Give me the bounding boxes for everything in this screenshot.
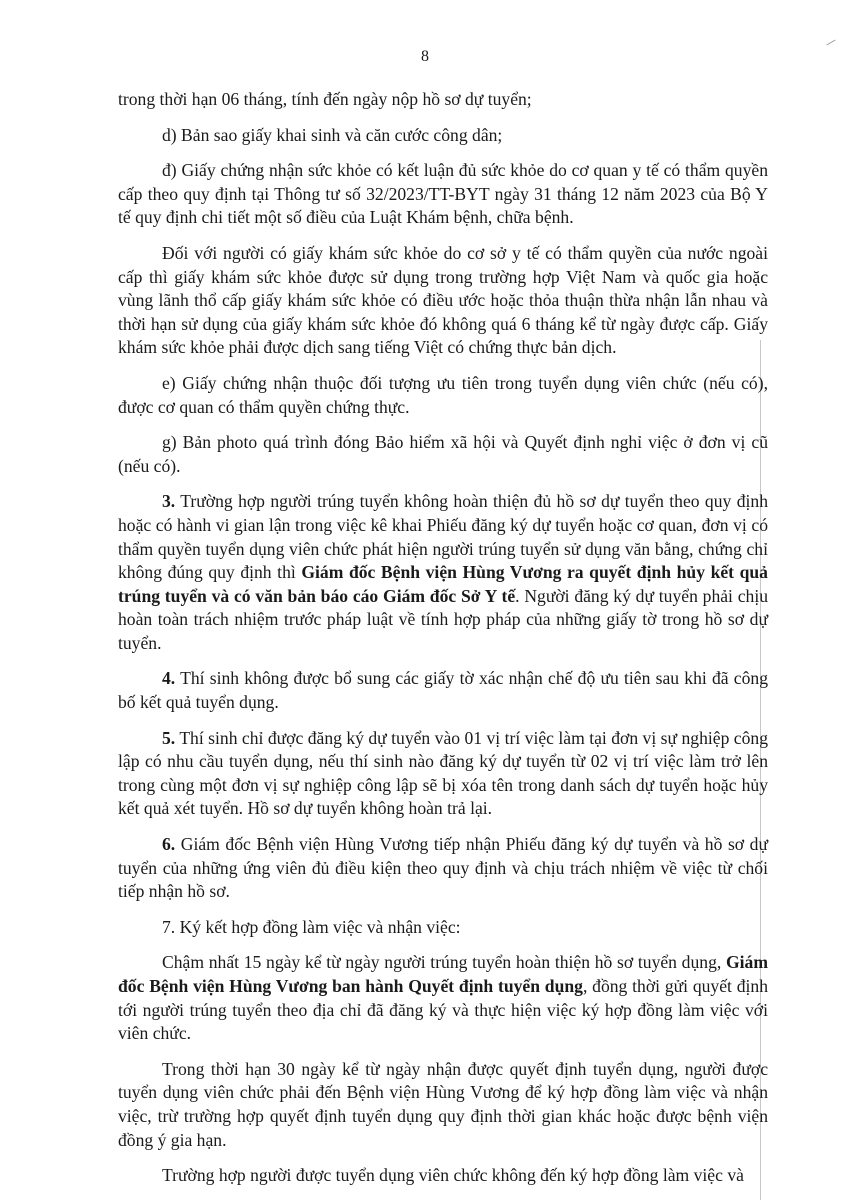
section-text: Thí sinh chỉ được đăng ký dự tuyển vào 01 vị trí việc làm tại đơn vị sự nghiệp công lập có nhu cầu tuyển dụng, nếu thí sinh nào đăng ký dự tuyển từ 02 vị trí việc làm trở lên trong cùng một đơn vị sự nghiệp công lập sẽ bị xóa tên trong danh sách dự tuyển hoặc hủy kết quả xét tuyển. Hồ sơ dự tuyển không hoàn trả lại. — [118, 727, 768, 819]
paragraph-item-dd: đ) Giấy chứng nhận sức khỏe có kết luận đủ sức khỏe do cơ quan y tế có thẩm quyền cấp theo quy định tại Thông tư số 32/2023/TT-BYT ngày 31 tháng 12 năm 2023 của Bộ Y tế quy định chi tiết một số điều của Luật Khám bệnh, chữa bệnh. — [118, 160, 768, 228]
paragraph-continuation: trong thời hạn 06 tháng, tính đến ngày nộp hồ sơ dự tuyển; — [118, 89, 532, 109]
paragraph-item-d: d) Bản sao giấy khai sinh và căn cước công dân; — [162, 124, 503, 145]
paragraph-item-g: g) Bản photo quá trình đóng Bảo hiểm xã hội và Quyết định nghỉ việc ở đơn vị cũ (nếu có). — [118, 432, 768, 476]
section-text: Trường hợp người trúng tuyển không hoàn thiện đủ hồ sơ dự tuyển theo quy định hoặc có hành vi gian lận trong việc kê khai Phiếu đăng ký dự tuyển hoặc cơ quan, đơn vị có thẩm quyền tuyển dụng viên chức phát hiện người trúng tuyển sử dụng văn bằng, chứng chỉ không đúng quy định thì — [118, 491, 768, 583]
section-text: Thí sinh không được bổ sung các giấy tờ xác nhận chế độ ưu tiên sau khi đã công bố kết quả tuyển dụng. — [118, 668, 768, 713]
section-number: 5. — [162, 727, 176, 748]
paragraph-section-5 — [118, 727, 768, 821]
paragraph-contract-absence: Trường hợp người được tuyển dụng viên chức không đến ký hợp đồng làm việc và — [162, 1165, 744, 1186]
section-bold-text: Giám đốc Bệnh viện Hùng Vương ban hành Quyết định tuyển dụng — [118, 952, 768, 996]
section-number: 3. — [162, 491, 176, 512]
paragraph-contract-period: Trong thời hạn 30 ngày kể từ ngày nhận được quyết định tuyển dụng, người được tuyển dụng viên chức phải đến Bệnh viện Hùng Vương để ký hợp đồng làm việc và nhận việc, trừ trường hợp quyết định tuyển dụng quy định thời gian khác hoặc được bệnh viện đồng ý gia hạn. — [118, 1058, 768, 1150]
section-text: Chậm nhất 15 ngày kể từ ngày người trúng tuyển hoàn thiện hồ sơ tuyển dụng, — [162, 952, 726, 973]
page-number: 8 — [421, 48, 429, 65]
section-number: 4. — [162, 668, 176, 689]
paragraph-foreign-health-cert: Đối với người có giấy khám sức khỏe do cơ sở y tế có thẩm quyền của nước ngoài cấp thì giấy khám sức khỏe được sử dụng trong trường hợp Việt Nam và quốc gia hoặc vùng lãnh thổ cấp giấy khám sức khỏe có điều ước hoặc thỏa thuận thừa nhận lẫn nhau và thời hạn sử dụng của giấy khám sức khỏe đó không quá 6 tháng kể từ ngày được cấp. Giấy khám sức khỏe phải được dịch sang tiếng Việt có chứng thực bản dịch. — [118, 242, 768, 358]
corner-mark — [826, 40, 835, 46]
paragraph-section-4 — [118, 667, 768, 714]
section-number: 6. — [162, 834, 176, 855]
paragraph-section-7-heading: 7. Ký kết hợp đồng làm việc và nhận việc: — [162, 916, 461, 937]
section-text: Giám đốc Bệnh viện Hùng Vương tiếp nhận Phiếu đăng ký dự tuyển và hồ sơ dự tuyển của những ứng viên đủ điều kiện theo quy định và chịu trách nhiệm về việc từ chối tiếp nhận hồ sơ. — [118, 834, 768, 902]
document-body — [118, 88, 768, 1200]
paragraph-item-e: e) Giấy chứng nhận thuộc đối tượng ưu tiên trong tuyển dụng viên chức (nếu có), được cơ quan có thẩm quyền chứng thực. — [118, 372, 768, 417]
section-bold-text: Giám đốc Bệnh viện Hùng Vương ra quyết định hủy kết quả trúng tuyển và có văn bản báo cáo Giám đốc Sở Y tế — [118, 562, 768, 606]
paragraph-section-6 — [118, 833, 768, 904]
paragraph-section-3 — [118, 490, 768, 655]
paragraph-contract-deadline — [118, 951, 768, 1045]
section-text: . Người đăng ký dự tuyển phải chịu hoàn toàn trách nhiệm trước pháp luật về tính hợp pháp của những giấy tờ trong hồ sơ dự tuyển. — [118, 585, 769, 653]
section-text: , đồng thời gửi quyết định tới người trúng tuyển theo địa chỉ đã đăng ký và thực hiện việc ký hợp đồng làm việc với viên chức. — [118, 976, 769, 1044]
